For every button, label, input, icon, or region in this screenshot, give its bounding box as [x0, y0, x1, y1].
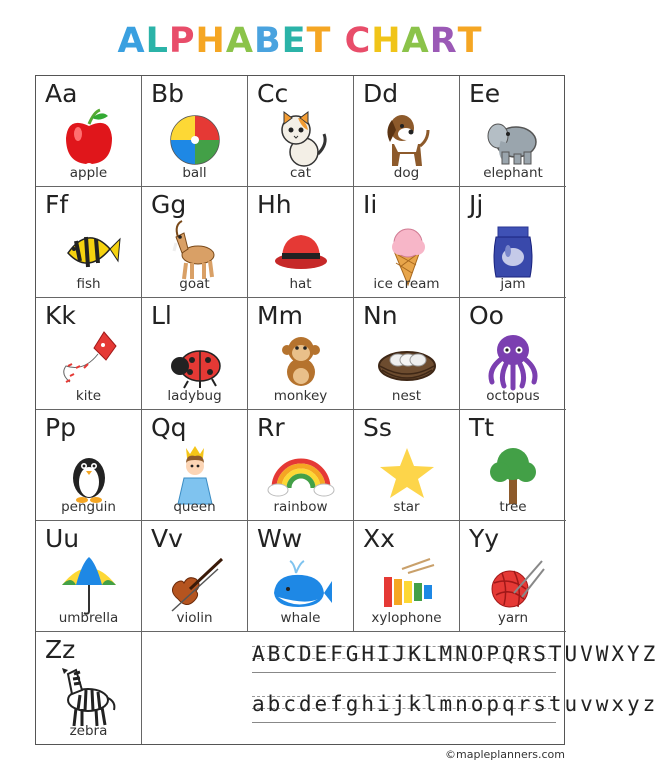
cell-violin [142, 521, 248, 632]
cell-word: umbrella [58, 609, 119, 626]
cell-letters: Vv [151, 523, 183, 553]
cell-nest [354, 298, 460, 409]
cell-apple [36, 76, 142, 187]
cell-letters: Gg [151, 190, 187, 220]
cell-word: violin [176, 609, 213, 626]
cell-kite [36, 298, 142, 409]
cell-monkey [248, 298, 354, 409]
cell-goat [142, 187, 248, 298]
cell-cat [248, 76, 354, 187]
cell-letters: Oo [469, 301, 504, 331]
cell-letters: Ff [45, 190, 69, 220]
alphabet-grid [35, 75, 658, 745]
cell-fish [36, 187, 142, 298]
cell-zebra [36, 632, 142, 744]
cell-letters: Qq [151, 412, 187, 442]
title-letter: A [225, 21, 254, 61]
cell-word: octopus [486, 387, 540, 404]
cell-word: queen [173, 498, 216, 515]
cell-yarn [460, 521, 566, 632]
cell-letters: Cc [257, 79, 289, 108]
cell-word: monkey [273, 387, 328, 404]
cell-letters: Bb [151, 79, 185, 108]
alphabet-practice [142, 632, 658, 744]
cell-letters: Ee [469, 79, 501, 108]
cell-letters: Aa [45, 79, 78, 108]
title-letter: C [344, 21, 372, 61]
cell-ice-cream [354, 187, 460, 298]
cell-letters: Jj [469, 190, 484, 220]
cell-star [354, 410, 460, 521]
title-letter: R [429, 21, 458, 61]
cell-word: ladybug [167, 387, 222, 404]
cell-word: jam [500, 276, 526, 293]
cell-xylophone [354, 521, 460, 632]
copyright-footer: ©mapleplanners.com [445, 748, 565, 761]
cell-word: tree [499, 498, 527, 515]
cell-penguin [36, 410, 142, 521]
cell-letters: Ss [363, 412, 392, 442]
cell-letters: Hh [257, 190, 292, 220]
title-letter: L [145, 21, 169, 61]
lowercase-alphabet: abcdefghijklmnopqrstuvwxyz [252, 692, 658, 716]
cell-word: xylophone [371, 609, 442, 626]
cell-letters: Rr [257, 412, 285, 442]
cell-word: cat [290, 165, 311, 182]
cell-word: rainbow [273, 498, 328, 515]
cell-word: ice cream [373, 276, 440, 293]
cell-word: kite [75, 387, 102, 404]
cell-letters: Ww [257, 523, 303, 553]
cell-jam [460, 187, 566, 298]
cell-word: whale [280, 609, 321, 626]
cell-letters: Tt [469, 412, 495, 442]
cell-letters: Uu [45, 523, 80, 553]
cell-letters: Xx [363, 523, 395, 553]
cell-word: zebra [69, 723, 108, 739]
cell-letters: Kk [45, 301, 76, 331]
page-title [0, 18, 600, 64]
cell-word: hat [289, 276, 312, 293]
cell-word: penguin [61, 498, 116, 515]
cell-letters: Ii [363, 190, 378, 220]
cell-word: apple [69, 165, 108, 182]
cell-letters: Zz [45, 635, 76, 664]
title-letter: H [371, 21, 402, 61]
cell-hat [248, 187, 354, 298]
cell-letters: Mm [257, 301, 303, 331]
title-letter [331, 18, 344, 64]
title-letter: E [281, 21, 307, 61]
uppercase-alphabet: ABCDEFGHIJKLMNOPQRSTUVWXYZ [252, 642, 658, 666]
cell-word: ball [182, 165, 207, 182]
cell-letters: Dd [363, 79, 399, 108]
title-letter: T [457, 21, 483, 61]
cell-word: fish [76, 276, 101, 293]
cell-word: star [393, 498, 420, 515]
cell-tree [460, 410, 566, 521]
cell-letters: Yy [469, 523, 500, 553]
cell-word: elephant [483, 165, 543, 182]
cell-letters: Pp [45, 412, 76, 442]
title-letter: A [117, 21, 146, 61]
cell-word: goat [179, 276, 210, 293]
cell-queen [142, 410, 248, 521]
cell-word: dog [393, 165, 420, 182]
cell-umbrella [36, 521, 142, 632]
title-letter: A [401, 21, 430, 61]
title-letter: H [195, 21, 226, 61]
cell-octopus [460, 298, 566, 409]
title-letter: P [168, 21, 196, 61]
title-letter: B [253, 21, 282, 61]
title-letter: T [306, 21, 332, 61]
cell-rainbow [248, 410, 354, 521]
cell-dog [354, 76, 460, 187]
cell-letters: Nn [363, 301, 398, 331]
cell-ball [142, 76, 248, 187]
cell-elephant [460, 76, 566, 187]
cell-ladybug [142, 298, 248, 409]
cell-word: nest [391, 387, 422, 404]
cell-letters: Ll [151, 301, 172, 331]
cell-whale [248, 521, 354, 632]
cell-word: yarn [497, 609, 529, 626]
